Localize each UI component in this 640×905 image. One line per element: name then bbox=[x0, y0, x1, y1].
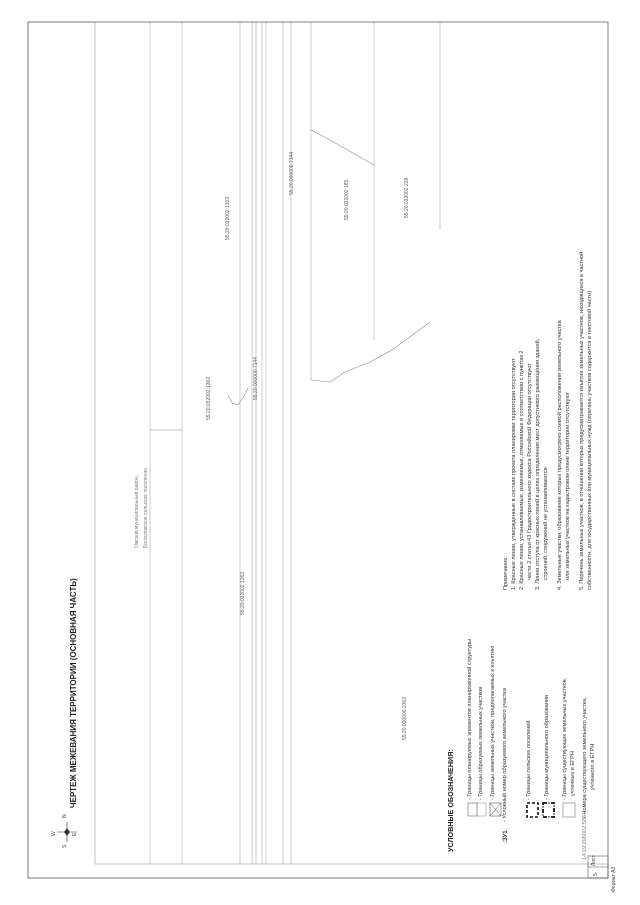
note-line: или земельных участков на кадастровом плане территории отсутствуют bbox=[565, 391, 571, 580]
legend-item: - Границы муниципального образования bbox=[544, 694, 550, 800]
note-line: 1. Красные линии, утвержденные в составе проекта планировки территории отсутствуют bbox=[511, 358, 517, 590]
parcel-number: 55:20:000000:7144 bbox=[253, 356, 259, 400]
legend-symbol-label: 14:19:206002:586 bbox=[582, 814, 588, 860]
compass-w: W bbox=[51, 831, 57, 836]
parcel-number: 55:20:032002:1362 bbox=[206, 376, 212, 420]
note-line: 3. Линии отступа от красных линий в целях определения мест допустимого размещения зданий, bbox=[535, 338, 541, 590]
legend-item: - Границы земельных участков, предполагаемых к изъятию bbox=[490, 645, 496, 800]
note-line: собственности, для государственных или муниципальных нужд (перечень участков содержится в текстовой части) bbox=[587, 290, 593, 590]
legend-item: - Границы сельских поселений bbox=[526, 720, 532, 800]
legend-item: - Границы планируемых элементов планировочной структуры bbox=[467, 638, 473, 800]
legend-item: - Номера существующего земельного участка, bbox=[582, 697, 588, 818]
boundary-lines bbox=[150, 22, 440, 864]
compass-e: E bbox=[72, 832, 78, 836]
legend-symbols bbox=[468, 803, 575, 817]
note-line: части 2 статьи 43 Градостроительного кодекса Российской Федерации отсутствуют bbox=[527, 363, 533, 580]
drawing-title: ЧЕРТЕЖ МЕЖЕВАНИЯ ТЕРРИТОРИИ (ОСНОВНАЯ ЧАСТЬ) bbox=[69, 578, 78, 808]
district-label-2: Богословское сельское поселение bbox=[143, 467, 149, 548]
legend-symbol-formed bbox=[477, 803, 486, 816]
sheet-label: Лист bbox=[591, 855, 597, 866]
legend-symbol-label: :ЗУ1 bbox=[503, 830, 509, 843]
parcel-number: 55:20:032002:1363 bbox=[240, 571, 246, 615]
note-line: 2. Красные линии, устанавливаемые, изменяемые, отменяемые в соответствии с пунктом 2 bbox=[519, 350, 525, 590]
legend-item-cont: учтенного в ЕГРН bbox=[590, 743, 596, 790]
parcel-number: 55:20:000000:2302 bbox=[402, 696, 408, 740]
legend-symbol-municipal bbox=[543, 803, 554, 817]
note-line: строений, сооружений не устанавливаются bbox=[543, 467, 549, 580]
sheet-number: 5 bbox=[593, 873, 599, 876]
district-label-1: Омский муниципальный район, bbox=[134, 474, 140, 548]
parcel-number: 55:20:032002:1363 bbox=[225, 196, 231, 240]
parcel-number: 55:20:000000:7144 bbox=[289, 151, 295, 195]
legend-heading: УСЛОВНЫЕ ОБОЗНАЧЕНИЯ: bbox=[446, 749, 455, 852]
legend-item-cont: учтенных в ЕГРН bbox=[570, 751, 576, 796]
format-label: Формат А3 bbox=[611, 866, 617, 892]
legend-item: - Условный номер образуемого земельного участка bbox=[502, 688, 508, 822]
parcel-number: 55:20:032002:228 bbox=[404, 177, 410, 218]
note-line: 5. Перечень земельных участков, в отношении которых предусматривается изъятие земельных участков, находящихся в частной bbox=[579, 251, 585, 590]
notes-heading: Примечание: bbox=[503, 556, 509, 590]
compass-s: S bbox=[62, 844, 68, 848]
legend-symbol-planning bbox=[468, 803, 477, 816]
compass-n: N bbox=[62, 814, 68, 818]
legend-symbol-existing bbox=[563, 803, 575, 817]
parcel-number: 55:20:032002:185 bbox=[344, 179, 350, 220]
legend-symbol-settlement bbox=[527, 803, 538, 817]
legend-item: - Границы существующих земельных участков, bbox=[562, 677, 568, 800]
note-line: 4. Земельные участки, образование которых предусмотрено схемой расположения земельного участка bbox=[557, 320, 563, 590]
legend-item: - Границы образуемых земельных участков bbox=[478, 686, 484, 800]
